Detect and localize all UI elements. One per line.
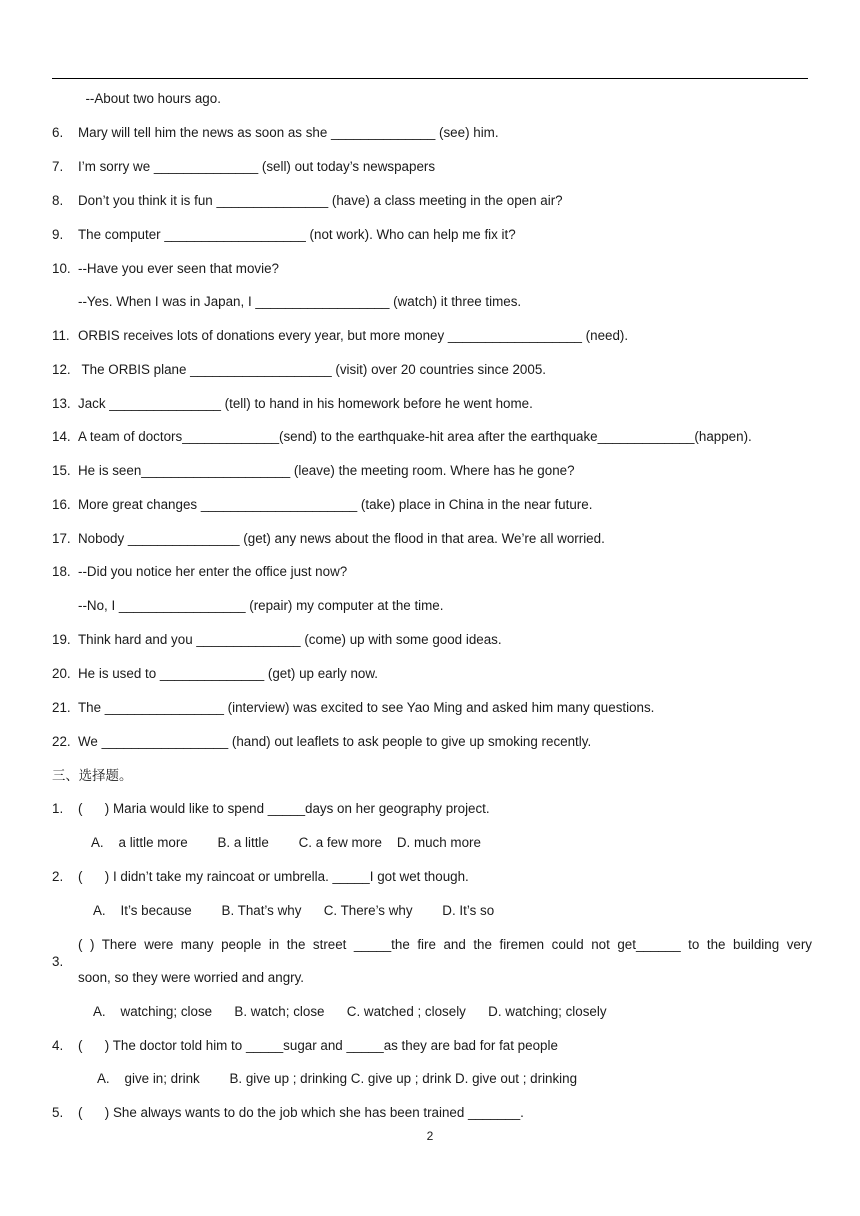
question-text: He is used to ______________ (get) up early now. [78,666,379,681]
question-text: A. give in; drink B. give up ; drinking C. give up ; drink D. give out ; drinking [97,1071,578,1086]
question-number: 19. [52,632,71,647]
question-3-text: ( ) There were many people in the street _____the fire and the firemen could not get______ to the building very [78,937,812,952]
question-number: 16. [52,497,71,512]
question-text: --No, I _________________ (repair) my computer at the time. [78,598,444,613]
question-text: Nobody _______________ (get) any news about the flood in that area. We’re all worried. [78,531,605,546]
question-text: --Did you notice her enter the office just now? [78,564,348,579]
question-number: 12. [52,362,71,377]
question-text: The computer ___________________ (not work). Who can help me fix it? [78,227,516,242]
question-3-line-1 [0,936,64,970]
question-number: 6. [52,125,64,140]
question-number: 21. [52,700,71,715]
page-number: 2 [426,1129,434,1143]
question-number: 20. [52,666,71,681]
question-number: 2. [52,869,64,884]
header-rule [52,78,808,79]
question-text: soon, so they were worried and angry. [78,970,305,985]
question-text: --Have you ever seen that movie? [78,261,279,276]
question-text: A. a little more B. a little C. a few more D. much more [91,835,481,850]
question-number: 22. [52,734,71,749]
question-text: A. watching; close B. watch; close C. watched ; closely D. watching; closely [93,1004,607,1019]
question-number: 3. [52,954,64,969]
question-text: The ________________ (interview) was excited to see Yao Ming and asked him many questions. [78,700,655,715]
question-number: 9. [52,227,64,242]
question-text: Mary will tell him the news as soon as she ______________ (see) him. [78,125,499,140]
question-number: 11. [52,328,70,343]
question-text: ( ) I didn’t take my raincoat or umbrella. _____I got wet though. [78,869,469,884]
question-number: 5. [52,1105,64,1120]
question-text: ( ) She always wants to do the job which she has been trained _______. [78,1105,524,1120]
question-text: ORBIS receives lots of donations every year, but more money __________________ (need). [78,328,629,343]
question-text: More great changes _____________________ (take) place in China in the near future. [78,497,593,512]
question-number: 8. [52,193,64,208]
question-number: 18. [52,564,71,579]
question-number: 14. [52,429,71,444]
question-text: A team of doctors_____________(send) to the earthquake-hit area after the earthquake_____________(happen). [78,429,752,444]
question-number: 4. [52,1038,64,1053]
question-text: Jack _______________ (tell) to hand in his homework before he went home. [78,396,533,411]
question-text: I’m sorry we ______________ (sell) out today’s newspapers [78,159,436,174]
question-text: He is seen____________________ (leave) the meeting room. Where has he gone? [78,463,575,478]
question-text: --About two hours ago. [78,91,221,106]
question-text: Don’t you think it is fun _______________ (have) a class meeting in the open air? [78,193,563,208]
question-text: A. It’s because B. That’s why C. There’s why D. It’s so [93,903,495,918]
question-number: 17. [52,531,71,546]
question-text: ( ) Maria would like to spend _____days on her geography project. [78,801,490,816]
question-text: The ORBIS plane ___________________ (visit) over 20 countries since 2005. [78,362,546,377]
question-text: We _________________ (hand) out leaflets to ask people to give up smoking recently. [78,734,592,749]
question-text: ( ) The doctor told him to _____sugar and _____as they are bad for fat people [78,1038,558,1053]
section-heading: 三、选择题。 [52,768,133,783]
question-number: 1. [52,801,64,816]
question-text: Think hard and you ______________ (come) up with some good ideas. [78,632,502,647]
question-number: 13. [52,396,71,411]
question-number: 15. [52,463,71,478]
question-text: --Yes. When I was in Japan, I __________________ (watch) it three times. [78,294,522,309]
question-number: 10. [52,261,71,276]
question-number: 7. [52,159,64,174]
